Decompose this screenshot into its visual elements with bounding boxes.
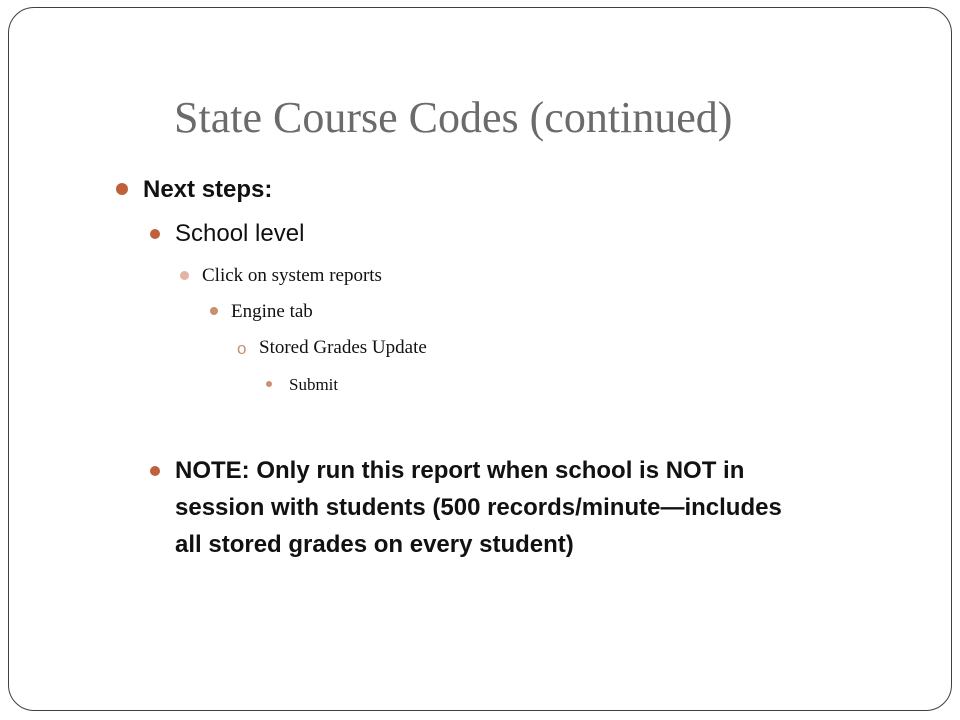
note-line: all stored grades on every student) [175,531,574,558]
slide-title: State Course Codes (continued) [174,93,733,142]
bullet-next-steps: Next steps: [143,176,273,203]
bullet-dot-icon [210,307,218,315]
bullet-school-level: School level [175,220,305,247]
note-line: session with students (500 records/minute—includes [175,494,782,521]
bullet-stored-grades-update: Stored Grades Update [259,337,427,358]
bullet-dot-icon [266,381,272,387]
note-paragraph [175,452,905,563]
note-line: NOTE: Only run this report when school is NOT in [175,457,745,484]
bullet-submit: Submit [289,375,339,394]
bullet-dot-icon [180,271,189,280]
bullet-dot-icon [150,229,160,239]
bullet-click-system-reports: Click on system reports [202,265,382,286]
slide-frame [8,7,952,711]
bullet-circle-marker-icon: o [237,339,247,358]
bullet-engine-tab: Engine tab [231,301,313,322]
bullet-dot-icon [116,183,128,195]
bullet-dot-icon [150,466,160,476]
